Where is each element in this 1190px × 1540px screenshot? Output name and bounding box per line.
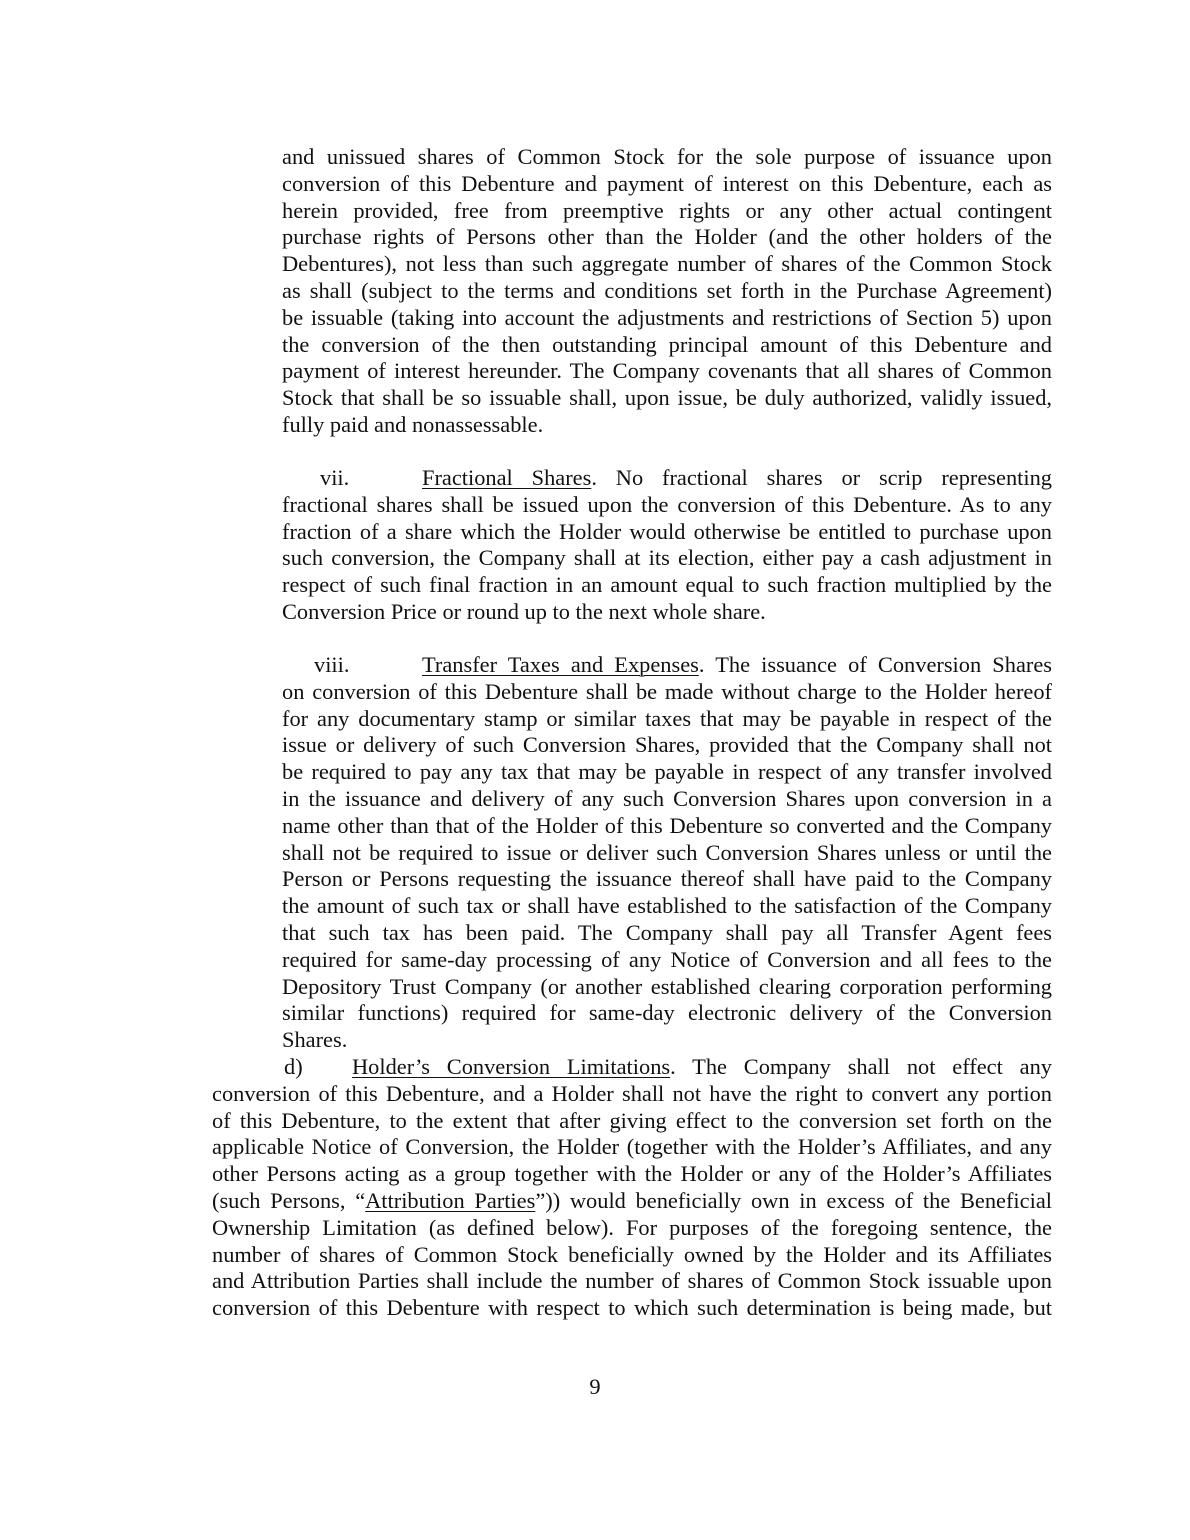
text-line: purchase rights of Persons other than the Holder (and the other holders of the [282,224,1052,250]
section-heading-rest: . The Company shall not effect any [670,1054,1052,1079]
text-line: applicable Notice of Conversion, the Holder (together with the Holder’s Affiliates, and any [212,1134,1052,1160]
text-line: fractional shares shall be issued upon the conversion of this Debenture. As to any [282,491,1052,517]
page-number: 9 [589,1374,601,1399]
text-line: such conversion, the Company shall at its election, either pay a cash adjustment in [282,545,1052,571]
section-number: viii. [314,652,350,677]
text-line: the amount of such tax or shall have established to the satisfaction of the Company [282,893,1052,919]
text-line: Ownership Limitation (as defined below). For purposes of the foregoing sentence, the [212,1214,1052,1240]
attribution-parties-line [212,1188,1052,1215]
text-line: number of shares of Common Stock beneficially owned by the Holder and its Affiliates [212,1241,1052,1267]
text-line: that such tax has been paid. The Company shall pay all Transfer Agent fees [282,919,1052,945]
text-line: conversion of this Debenture with respect to which such determination is being made, but [212,1295,1052,1321]
text-line: other Persons acting as a group together with the Holder or any of the Holder’s Affiliates [212,1161,1052,1187]
text-line: name other than that of the Holder of this Debenture so converted and the Company [282,812,1052,838]
text-line: be required to pay any tax that may be payable in respect of any transfer involved [282,759,1052,785]
text-fragment: ”)) would beneficially own in excess of the Beneficial [535,1187,1052,1213]
section-heading: Fractional Shares [422,465,592,490]
text-line: for any documentary stamp or similar taxes that may be payable in respect of the [282,705,1052,731]
text-line: Debentures), not less than such aggregate number of shares of the Common Stock [282,251,1052,277]
section-heading-line [282,465,1052,492]
text-line: of this Debenture, to the extent that after giving effect to the conversion set forth on the [212,1107,1052,1133]
text-line: respect of such final fraction in an amount equal to such fraction multiplied by the [282,572,1052,598]
section-holders-conversion-limitations [212,1054,1052,1322]
text-line: payment of interest hereunder. The Company covenants that all shares of Common [282,358,1052,384]
text-line: Depository Trust Company (or another established clearing corporation performing [282,973,1052,999]
section-number: d) [284,1054,303,1079]
section-heading-line [212,1054,1052,1081]
section-heading-line [282,652,1052,679]
text-line: as shall (subject to the terms and conditions set forth in the Purchase Agreement) [282,277,1052,303]
text-line: Conversion Price or round up to the next whole share. [282,598,766,624]
text-line: be issuable (taking into account the adjustments and restrictions of Section 5) upon [282,304,1052,330]
text-line: Person or Persons requesting the issuance thereof shall have paid to the Company [282,866,1052,892]
text-line: fully paid and nonassessable. [282,411,544,437]
text-line: the conversion of the then outstanding principal amount of this Debenture and [282,331,1052,357]
section-number: vii. [320,465,350,490]
text-line: conversion of this Debenture and payment of interest on this Debenture, each as [282,170,1052,196]
text-line: on conversion of this Debenture shall be made without charge to the Holder hereof [282,678,1052,704]
text-line: Shares. [282,1027,348,1053]
text-line: herein provided, free from preemptive rights or any other actual contingent [282,197,1052,223]
text-line: required for same-day processing of any Notice of Conversion and all fees to the [282,946,1052,972]
text-line: and unissued shares of Common Stock for the sole purpose of issuance upon [282,144,1052,169]
defined-term-attribution-parties: Attribution Parties [365,1187,536,1213]
text-line: issue or delivery of such Conversion Shares, provided that the Company shall not [282,732,1052,758]
section-fractional-shares [282,465,1052,626]
text-line: and Attribution Parties shall include the number of shares of Common Stock issuable upon [212,1268,1052,1294]
text-fragment: (such Persons, “ [212,1187,366,1213]
text-line: fraction of a share which the Holder would otherwise be entitled to purchase upon [282,518,1052,544]
section-heading-rest: . The issuance of Conversion Shares [698,652,1052,677]
section-heading-rest: . No fractional shares or scrip representing [591,465,1052,490]
section-transfer-taxes [282,652,1052,1054]
text-line: in the issuance and delivery of any such Conversion Shares upon conversion in a [282,785,1052,811]
text-line: shall not be required to issue or deliver such Conversion Shares unless or until the [282,839,1052,865]
paragraph-reservation-of-shares [282,144,1052,439]
text-line: conversion of this Debenture, and a Holder shall not have the right to convert any portion [212,1080,1052,1106]
section-heading: Transfer Taxes and Expenses [422,652,699,677]
section-heading: Holder’s Conversion Limitations [352,1054,671,1079]
text-line: Stock that shall be so issuable shall, upon issue, be duly authorized, validly issued, [282,385,1052,411]
text-line: similar functions) required for same-day electronic delivery of the Conversion [282,1000,1052,1026]
